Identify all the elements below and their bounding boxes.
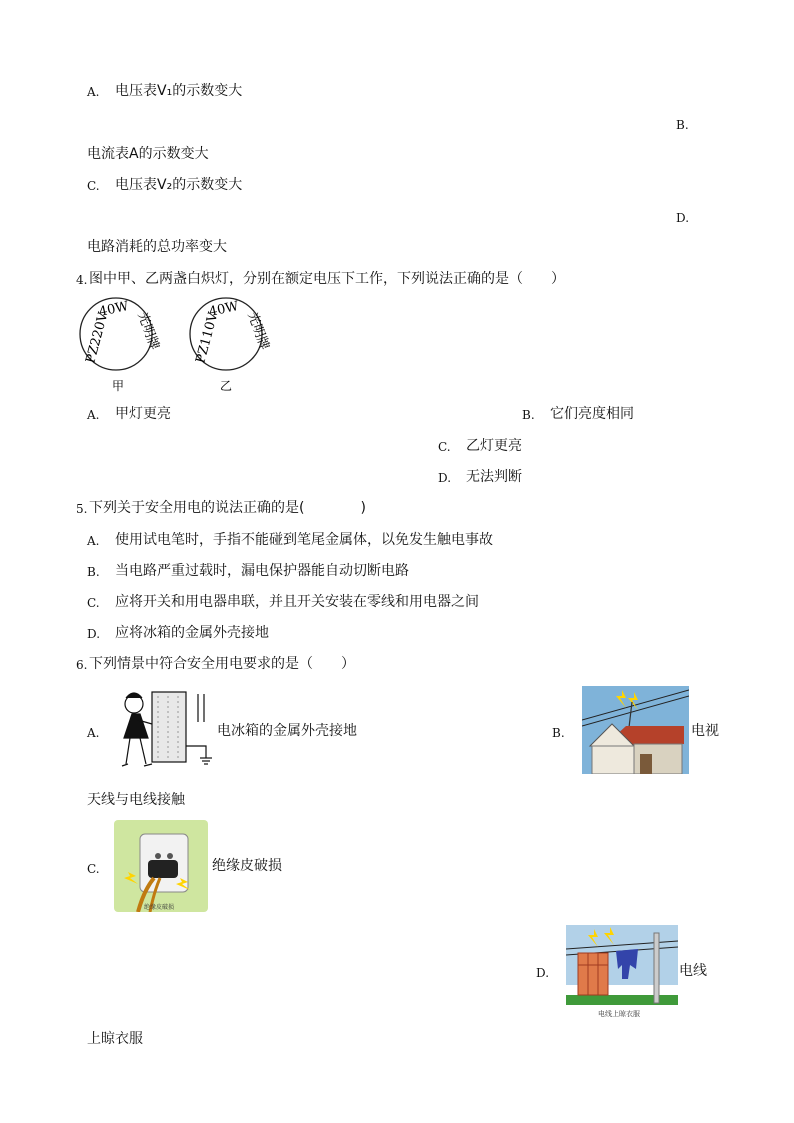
q3-option-b-text: 电流表A的示数变大 bbox=[87, 146, 209, 162]
ground-wire-icon bbox=[186, 694, 212, 764]
pole-icon bbox=[654, 933, 659, 1003]
clothes-on-wire-caption: 电线上晾衣服 bbox=[598, 1010, 640, 1018]
q6-option-b-label: B. bbox=[552, 726, 565, 740]
q4-bulb-figure bbox=[76, 296, 281, 396]
q3-option-c-label: C. bbox=[87, 179, 100, 193]
q3-option-a-label: A. bbox=[87, 85, 100, 99]
q5-option-d-label: D. bbox=[87, 627, 101, 641]
q6-option-d-text-1: 电线 bbox=[679, 963, 707, 979]
bulb-jia-icon bbox=[80, 298, 163, 370]
plug-icon bbox=[148, 860, 178, 878]
q5-stem: 下列关于安全用电的说法正确的是( ) bbox=[89, 500, 366, 516]
q6-number: 6. bbox=[76, 658, 88, 672]
q4-option-a-label: A. bbox=[87, 408, 100, 422]
clothes-on-wire-image bbox=[566, 925, 678, 1019]
q6-option-d-text-2: 上晾衣服 bbox=[87, 1031, 143, 1047]
fridge-grounding-image bbox=[108, 686, 218, 776]
q6-option-b-text-1: 电视 bbox=[691, 723, 719, 739]
q3-option-d-label: D. bbox=[676, 211, 690, 225]
q6-option-a-label: A. bbox=[87, 726, 100, 740]
q6-option-d-label: D. bbox=[536, 966, 550, 980]
q6-option-c-label: C. bbox=[87, 862, 100, 876]
bulb-yi-power: 40W bbox=[207, 299, 241, 320]
q5-number: 5. bbox=[76, 502, 88, 516]
q6-stem: 下列情景中符合安全用电要求的是（ ） bbox=[89, 656, 355, 672]
q5-option-d-text: 应将冰箱的金属外壳接地 bbox=[115, 625, 269, 641]
fridge-icon bbox=[152, 692, 186, 762]
bulb-yi-caption: 乙 bbox=[220, 379, 233, 393]
q5-option-a-text: 使用试电笔时，手指不能碰到笔尾金属体，以免发生触电事故 bbox=[115, 532, 493, 548]
q6-option-b-text-2: 天线与电线接触 bbox=[87, 792, 185, 808]
q3-option-c-text: 电压表V₂的示数变大 bbox=[115, 177, 243, 193]
broken-insulation-caption: 绝缘皮破损 bbox=[144, 904, 175, 911]
q4-option-d-label: D. bbox=[438, 471, 452, 485]
q3-option-a-text: 电压表V₁的示数变大 bbox=[115, 83, 243, 99]
q4-option-b-text: 它们亮度相同 bbox=[550, 406, 634, 422]
bulb-jia-brand: 光明牌 bbox=[134, 310, 162, 353]
bulb-yi-icon bbox=[190, 298, 273, 370]
shirt-icon bbox=[578, 953, 608, 995]
q3-option-d-text: 电路消耗的总功率变大 bbox=[87, 239, 227, 255]
q3-option-b-label: B. bbox=[676, 118, 689, 132]
broken-insulation-image bbox=[114, 820, 208, 912]
q5-option-c-label: C. bbox=[87, 596, 100, 610]
q5-option-b-text: 当电路严重过载时，漏电保护器能自动切断电路 bbox=[115, 563, 409, 579]
q4-option-c-label: C. bbox=[438, 440, 451, 454]
girl-icon bbox=[122, 693, 152, 766]
q4-option-a-text: 甲灯更亮 bbox=[115, 406, 171, 422]
q6-option-a-text: 电冰箱的金属外壳接地 bbox=[217, 723, 357, 739]
bulb-jia-caption: 甲 bbox=[112, 379, 125, 393]
q4-number: 4. bbox=[76, 273, 88, 287]
q5-option-c-text: 应将开关和用电器串联，并且开关安装在零线和用电器之间 bbox=[115, 594, 479, 610]
q4-option-b-label: B. bbox=[522, 408, 535, 422]
q6-option-c-text: 绝缘皮破损 bbox=[212, 858, 282, 874]
bulb-yi-brand: 光明牌 bbox=[244, 310, 272, 353]
q4-stem: 图中甲、乙两盏白炽灯，分别在额定电压下工作，下列说法正确的是（ ） bbox=[89, 271, 565, 287]
bulb-jia-voltage: PZ220V bbox=[83, 310, 112, 366]
bulb-yi-voltage: PZ110V bbox=[193, 310, 222, 366]
q4-option-c-text: 乙灯更亮 bbox=[466, 438, 522, 454]
q5-option-a-label: A. bbox=[87, 534, 100, 548]
q5-option-b-label: B. bbox=[87, 565, 100, 579]
bulb-jia-power: 40W bbox=[97, 299, 131, 320]
antenna-wire-image bbox=[582, 686, 689, 774]
house-icon bbox=[590, 724, 684, 774]
q4-option-d-text: 无法判断 bbox=[466, 469, 522, 485]
